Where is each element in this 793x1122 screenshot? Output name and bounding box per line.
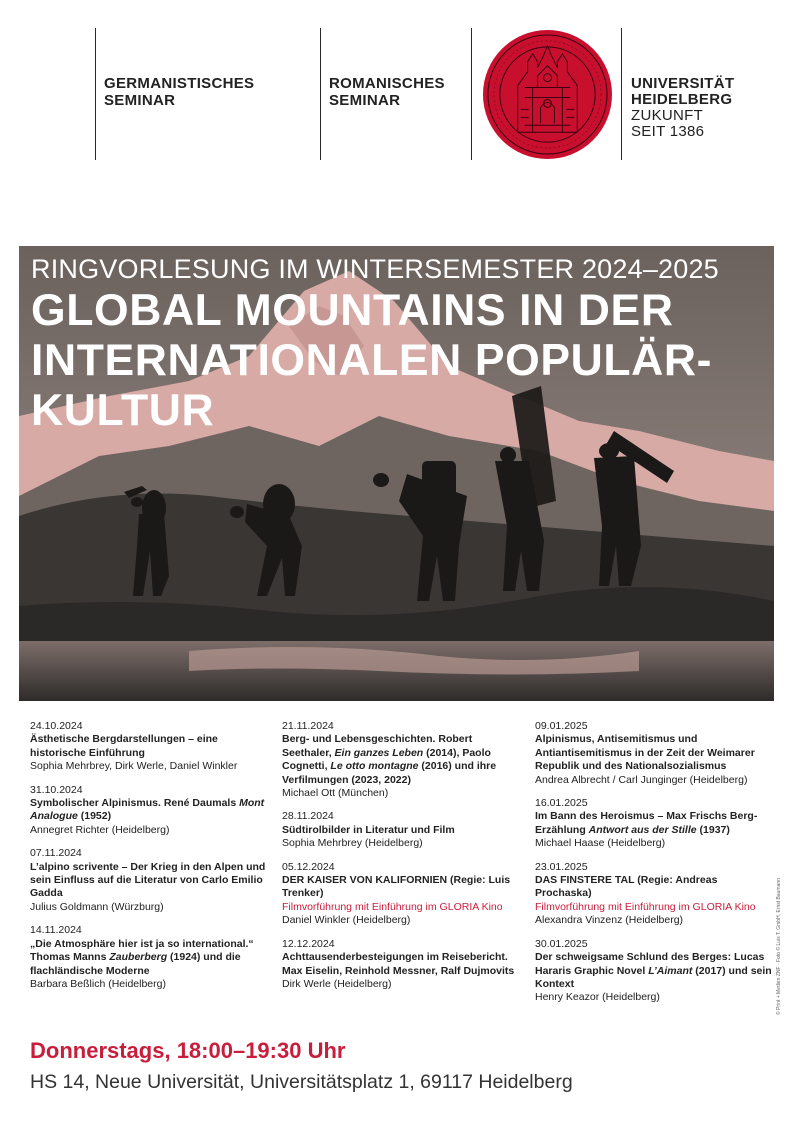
lecture-entry	[535, 938, 773, 1005]
title-text: Ästhetische Bergdarstellungen – eine historische Einführung	[30, 733, 218, 759]
lecture-speaker: Julius Goldmann (Würzburg)	[30, 900, 164, 913]
lecture-entry	[535, 797, 773, 851]
lecture-date: 05.12.2024	[282, 860, 335, 873]
title-text: L’alpino scrivente – Der Krieg in den Alpen und sein Einfluss auf die Literatur von Carlo Emilio Gadda	[30, 860, 266, 900]
lecture-date: 12.12.2024	[282, 937, 335, 950]
lecture-speaker: Henry Keazor (Heidelberg)	[535, 991, 660, 1004]
work-title: Ein ganzes Leben	[334, 746, 424, 759]
lecture-speaker: Michael Haase (Heidelberg)	[535, 837, 666, 850]
org-romanisches-seminar: ROMANISCHES SEMINAR	[329, 75, 445, 109]
title-text: Alpinismus, Antisemitismus und Antiantisemitismus in der Zeit der Weimarer Republik und des Nationalsozialismus	[535, 733, 755, 773]
program-column-1	[30, 720, 268, 1001]
lecture-date: 21.11.2024	[282, 720, 334, 732]
lecture-entry	[282, 720, 520, 800]
lecture-title	[30, 797, 268, 824]
lecture-date: 23.01.2025	[535, 860, 588, 873]
lecture-speaker: Dirk Werle (Heidelberg)	[282, 977, 392, 990]
title-text: „Die Atmosphäre hier ist ja so international.“ Thomas Manns	[30, 937, 254, 964]
screening-note: Filmvorführung mit Einführung im GLORIA Kino	[535, 900, 756, 913]
title-text: Achttausenderbesteigungen im Reisebericht. Max Eiselin, Reinhold Messner, Ralf Dujmovits	[282, 951, 515, 977]
photo-credit: © Print + Medien ZNF · Foto © Luis T. GmbH, Ernst Baumann	[776, 878, 782, 1015]
lecture-title	[282, 951, 520, 978]
title-text: (2014), Paolo Cognetti,	[282, 746, 491, 773]
title-text: (1937)	[696, 823, 730, 836]
title-text: Südtirolbilder in Literatur und Film	[282, 823, 455, 836]
lecture-title	[282, 733, 520, 787]
title-text: DER KAISER VON KALIFORNIEN (Regie: Luis Trenker)	[282, 874, 511, 900]
lecture-entry	[282, 810, 520, 850]
work-title: Zauberberg	[109, 951, 168, 964]
lecture-entry	[535, 861, 773, 928]
lecture-speaker: Barbara Beßlich (Heidelberg)	[30, 977, 166, 990]
program-column-3	[535, 720, 773, 1015]
lecture-title	[30, 733, 268, 760]
program-column-2	[282, 720, 520, 1001]
lecture-date: 24.10.2024	[30, 720, 83, 732]
university-seal-icon	[481, 28, 614, 161]
org-germanistisches-seminar: GERMANISTISCHES SEMINAR	[104, 75, 255, 109]
lecture-entry	[535, 720, 773, 787]
lecture-speaker: Sophia Mehrbrey (Heidelberg)	[282, 837, 423, 850]
divider-4	[621, 28, 622, 160]
lecture-entry	[30, 924, 268, 991]
lecture-speaker: Michael Ott (München)	[282, 787, 389, 800]
work-title: Le otto montagne	[330, 760, 419, 773]
lecture-speaker: Sophia Mehrbrey, Dirk Werle, Daniel Winkler	[30, 760, 238, 773]
lecture-entry	[30, 720, 268, 774]
hero-kicker: RINGVORLESUNG IM WINTERSEMESTER 2024–2025	[31, 254, 719, 284]
lecture-speaker: Annegret Richter (Heidelberg)	[30, 823, 170, 836]
divider-1	[95, 28, 96, 160]
lecture-title	[535, 874, 773, 901]
lecture-date: 28.11.2024	[282, 810, 334, 823]
lecture-date: 14.11.2024	[30, 924, 82, 937]
title-text: (1952)	[77, 810, 112, 823]
lecture-entry	[30, 784, 268, 838]
lecture-entry	[282, 938, 520, 992]
schedule-time: Donnerstags, 18:00–19:30 Uhr	[30, 1038, 346, 1063]
divider-2	[320, 28, 321, 160]
lecture-title	[535, 951, 773, 991]
hero-title: GLOBAL MOUNTAINS IN DER INTERNATIONALEN POPULÄR- KULTUR	[31, 286, 713, 435]
title-text: Der schweigsame Schlund des Berges: Lucas Hararis Graphic Novel	[535, 951, 765, 977]
divider-3	[471, 28, 472, 160]
screening-note: Filmvorführung mit Einführung im GLORIA Kino	[282, 900, 503, 913]
title-text: (2016) und ihre Verfilmungen (2023, 2022)	[282, 760, 497, 786]
lecture-title	[535, 810, 773, 837]
venue-address: HS 14, Neue Universität, Universitätsplatz 1, 69117 Heidelberg	[30, 1071, 573, 1093]
title-text: Im Bann des Heroismus – Max Frischs Berg-Erzählung	[535, 810, 758, 836]
lecture-date: 30.01.2025	[535, 937, 588, 950]
lecture-date: 07.11.2024	[30, 847, 82, 860]
title-text: (1924) und die flachländische Moderne	[30, 951, 241, 977]
lecture-date: 16.01.2025	[535, 797, 588, 810]
lecture-title	[282, 874, 520, 901]
title-text: DAS FINSTERE TAL (Regie: Andreas Prochaska)	[535, 874, 718, 900]
university-wordmark: UNIVERSITÄT HEIDELBERG ZUKUNFT SEIT 1386	[631, 75, 735, 140]
lecture-entry	[30, 847, 268, 914]
lecture-speaker: Alexandra Vinzenz (Heidelberg)	[535, 914, 684, 927]
hero-banner	[19, 246, 774, 701]
title-text: Symbolischer Alpinismus. René Daumals	[30, 797, 240, 810]
title-text: Berg- und Lebensgeschichten. Robert Seethaler,	[282, 733, 473, 759]
lecture-date: 09.01.2025	[535, 720, 588, 732]
work-title: Antwort aus der Stille	[588, 823, 697, 836]
title-text: (2017) und sein Kontext	[535, 964, 772, 990]
lecture-title	[282, 824, 520, 837]
lecture-title	[535, 733, 773, 773]
lecture-speaker: Daniel Winkler (Heidelberg)	[282, 914, 411, 927]
lecture-title	[30, 938, 268, 978]
lecture-entry	[282, 861, 520, 928]
lecture-speaker: Andrea Albrecht / Carl Junginger (Heidelberg)	[535, 773, 748, 786]
lecture-title	[30, 861, 268, 901]
work-title: L’Aimant	[648, 964, 693, 977]
work-title: Mont Analogue	[30, 797, 265, 823]
lecture-date: 31.10.2024	[30, 783, 83, 796]
